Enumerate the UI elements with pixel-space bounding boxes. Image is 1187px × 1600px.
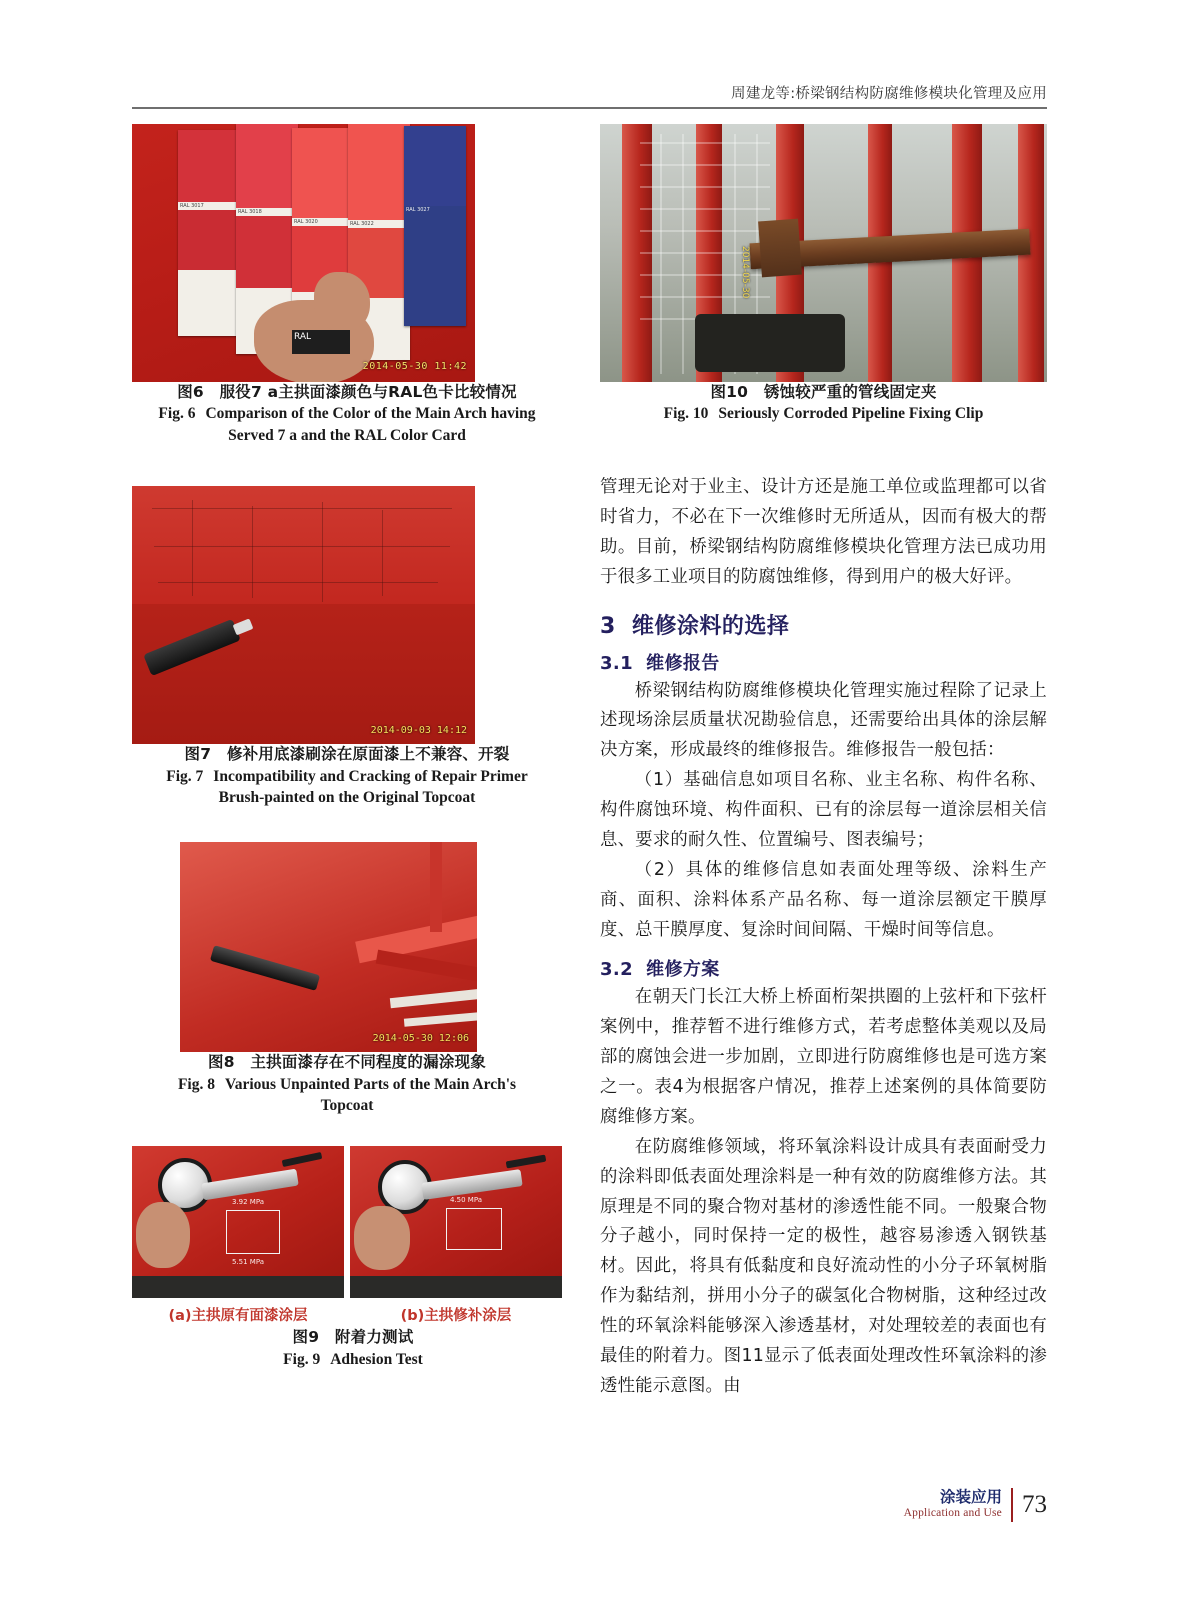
figure-8-caption-en-1	[132, 1074, 562, 1095]
figure-7	[132, 486, 562, 808]
figure-9a-value-2: 5.51 MPa	[232, 1258, 265, 1267]
figure-10-photo	[600, 124, 1047, 382]
section-3-1-title: 维修报告	[646, 652, 720, 674]
figure-6-en-label: Fig. 6	[158, 405, 196, 423]
figure-6-caption-en-1	[132, 403, 562, 424]
section-3-title: 维修涂料的选择	[631, 613, 790, 639]
figure-9-caption	[132, 1327, 574, 1370]
figure-6-timestamp: 2014-05-30 11:42	[362, 361, 467, 372]
figure-8	[132, 842, 562, 1116]
figure-9b-subcaption: (b)主拱修补涂层	[400, 1308, 512, 1325]
figure-6-caption-en-2: Served 7 a and the RAL Color Card	[228, 426, 466, 444]
section-3-1-number: 3.1	[600, 652, 634, 674]
figure-6-caption-cn: 图6 服役7 a主拱面漆颜色与RAL色卡比较情况	[177, 383, 517, 401]
figure-10-caption-en-1	[600, 403, 1047, 424]
footer-text	[904, 1489, 1002, 1520]
figure-8-caption-cn: 图8 主拱面漆存在不同程度的漏涂现象	[208, 1053, 486, 1072]
swatch-label-blank2	[236, 288, 298, 290]
figure-8-photo	[180, 842, 477, 1052]
figure-7-photo	[132, 486, 475, 744]
swatch-brand-label: RAL	[294, 332, 312, 342]
swatch-label-blank	[178, 270, 240, 272]
figure-9-caption-en-1	[132, 1349, 574, 1370]
figure-9-caption-cn: 图9 附着力测试	[292, 1328, 414, 1347]
figure-7-caption	[132, 744, 562, 808]
figure-10-en-text1: Seriously Corroded Pipeline Fixing Clip	[718, 405, 984, 423]
figure-10-caption-cn: 图10 锈蚀较严重的管线固定夹	[710, 383, 937, 401]
section-3-heading	[600, 609, 1047, 640]
paragraph-top: 管理无论对于业主、设计方还是施工单位或监理都可以省时省力，不必在下一次维修时无所适从，因而有极大的帮助。目前，桥梁钢结构防腐维修模块化管理方法已成功用于很多工业项目的防腐蚀维修，得到用户的极大好评。	[600, 476, 1047, 587]
figure-8-timestamp: 2014-05-30 12:06	[372, 1033, 469, 1045]
figure-9-photos	[132, 1146, 562, 1298]
section-3-2-number: 3.2	[600, 958, 634, 980]
figure-10-timestamp: 2014-05-30	[740, 246, 750, 299]
swatch-label: RAL 3027	[406, 207, 430, 213]
figure-10-caption	[600, 382, 1047, 425]
figure-8-caption-en-2: Topcoat	[320, 1097, 374, 1114]
running-head: 周建龙等:桥梁钢结构防腐维修模块化管理及应用	[731, 86, 1047, 102]
left-column	[132, 124, 562, 1376]
figure-9a-photo	[132, 1146, 344, 1298]
figure-9a-subcaption: (a)主拱原有面漆涂层	[168, 1308, 308, 1325]
section-3-1-heading	[600, 649, 1047, 675]
right-column	[600, 124, 1047, 1402]
figure-8-en-label: Fig. 8	[177, 1075, 215, 1093]
figure-9b-value-1: 4.50 MPa	[450, 1196, 483, 1205]
swatch-label: RAL 3020	[294, 219, 318, 225]
figure-6-caption	[132, 382, 562, 446]
figure-9-en-text1: Adhesion Test	[330, 1350, 423, 1368]
section-3-2-heading	[600, 955, 1047, 981]
footer-divider	[1011, 1488, 1013, 1522]
figure-8-en-text1: Various Unpainted Parts of the Main Arch's	[224, 1075, 517, 1093]
page-footer	[904, 1488, 1047, 1522]
footer-section-cn: 涂装应用	[939, 1488, 1002, 1507]
figure-8-caption	[132, 1052, 562, 1116]
figure-9-en-label: Fig. 9	[283, 1350, 321, 1368]
figure-7-caption-en-2: Brush-painted on the Original Topcoat	[218, 788, 476, 806]
figure-6-photo	[132, 124, 475, 382]
paragraph-3-2-1: 在朝天门长江大桥上桥面桁架拱圈的上弦杆和下弦杆案例中，推荐暂不进行维修方式，若考虑整体美观以及局部的腐蚀会进一步加剧，立即进行防腐维修也是可选方案之一。表4为根据客户情况，推荐上述案例的具体简要防腐维修方案。	[600, 986, 1047, 1127]
page-number: 73	[1022, 1491, 1047, 1518]
figure-7-caption-en-1	[132, 766, 562, 787]
figure-9b-photo	[350, 1146, 562, 1298]
tool-bag	[695, 314, 845, 372]
header-divider	[132, 107, 1047, 109]
figure-9	[132, 1146, 562, 1370]
figure-6-en-text1: Comparison of the Color of the Main Arch having	[205, 405, 536, 423]
figure-9-subcaptions	[132, 1304, 562, 1325]
swatch-label: RAL 3017	[180, 203, 204, 209]
footer-section-en: Application and Use	[903, 1507, 1002, 1520]
paragraph-3-2-2: 在防腐维修领域，将环氧涂料设计成具有表面耐受力的涂料即低表面处理涂料是一种有效的防腐维修方法。其原理是不同的聚合物对基材的渗透性能不同。一般聚合物分子越小，同时保持一定的极性，越容易渗透入钢铁基材。因此，将具有低黏度和良好流动性的小分子环氧树脂作为黏结剂，拼用小分子的碳氢化合物树脂，这种经过改性的环氧涂料能够深入渗透基材，对处理较差的表面也有最佳的附着力。图11显示了低表面处理改性环氧涂料的渗透性能示意图。由	[600, 1136, 1047, 1397]
figure-9a-value-1: 3.92 MPa	[232, 1198, 265, 1207]
figure-7-en-text1: Incompatibility and Cracking of Repair Primer	[213, 767, 528, 785]
figure-10-en-label: Fig. 10	[663, 405, 709, 423]
swatch-label: RAL 3018	[238, 209, 262, 215]
figure-7-caption-cn: 图7 修补用底漆刷涂在原面漆上不兼容、开裂	[184, 745, 510, 764]
paragraph-3-1-1: 桥梁钢结构防腐维修模块化管理实施过程除了记录上述现场涂层质量状况勘验信息，还需要给出具体的涂层解决方案，形成最终的维修报告。维修报告一般包括：	[600, 680, 1047, 761]
section-3-2-title: 维修方案	[646, 958, 720, 980]
figure-7-timestamp: 2014-09-03 14:12	[370, 725, 467, 737]
figure-7-en-label: Fig. 7	[166, 767, 204, 785]
paragraph-3-1-3: （2）具体的维修信息如表面处理等级、涂料生产商、面积、涂料体系产品名称、每一道涂层额定干膜厚度、总干膜厚度、复涂时间间隔、干燥时间等信息。	[600, 860, 1047, 940]
swatch-label: RAL 3022	[350, 221, 374, 227]
section-3-number: 3	[600, 613, 616, 639]
figure-6	[132, 124, 562, 446]
paragraph-3-1-2: （1）基础信息如项目名称、业主名称、构件名称、构件腐蚀环境、构件面积、已有的涂层每一道涂层相关信息、要求的耐久性、位置编号、图表编号；	[600, 770, 1047, 851]
figure-10	[600, 124, 1047, 425]
